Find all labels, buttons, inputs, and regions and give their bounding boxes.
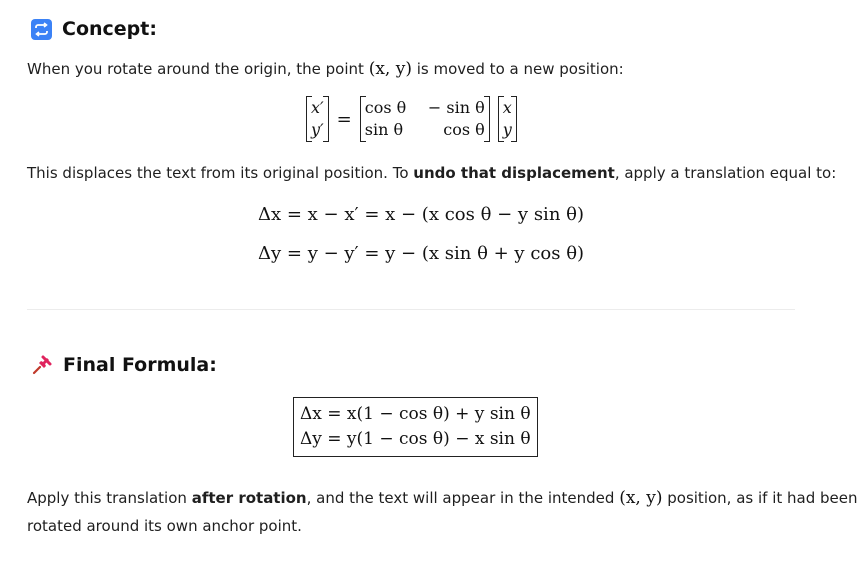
final-formula-box (293, 397, 538, 457)
repeat-icon (31, 19, 52, 40)
concept-heading-text: Concept: (62, 18, 157, 40)
apply-line-2: rotated around its own anchor point. (27, 517, 302, 535)
rotation-matrix: cos θ − sin θ sin θ cos θ (360, 96, 490, 142)
displacement-bold: undo that displacement (413, 164, 615, 182)
concept-intro (27, 55, 624, 83)
final-heading-text: Final Formula: (63, 354, 217, 376)
rhs-vector: x y (498, 96, 517, 142)
apply-paragraph: Apply this translation after rotation, and the text will appear in the intended (x, y) position, as if it had been rotated around its own anchor point. (27, 484, 812, 540)
apply-point: (x, y) (619, 488, 663, 508)
concept-heading (31, 18, 157, 40)
intro-point: (x, y) (368, 59, 412, 79)
final-formula-y: Δy = y(1 − cos θ) − x sin θ (300, 429, 531, 449)
rotation-equation (306, 96, 517, 142)
equals-sign: = (336, 108, 352, 130)
displacement-text: This displaces the text from its original position. To undo that displacement, apply a translation equal to: (27, 164, 837, 182)
intro-text: When you rotate around the origin, the point (27, 60, 364, 78)
final-heading (31, 354, 217, 376)
pushpin-icon (31, 354, 53, 376)
apply-bold: after rotation (191, 489, 307, 507)
final-formula-x: Δx = x(1 − cos θ) + y sin θ (300, 404, 531, 424)
delta-y-equation: Δy = y − y′ = y − (x sin θ + y cos θ) (258, 243, 585, 264)
section-divider (27, 309, 795, 310)
intro-tail: is moved to a new position: (416, 60, 624, 78)
delta-x-equation: Δx = x − x′ = x − (x cos θ − y sin θ) (258, 204, 584, 225)
lhs-vector: x′ y′ (306, 96, 329, 142)
